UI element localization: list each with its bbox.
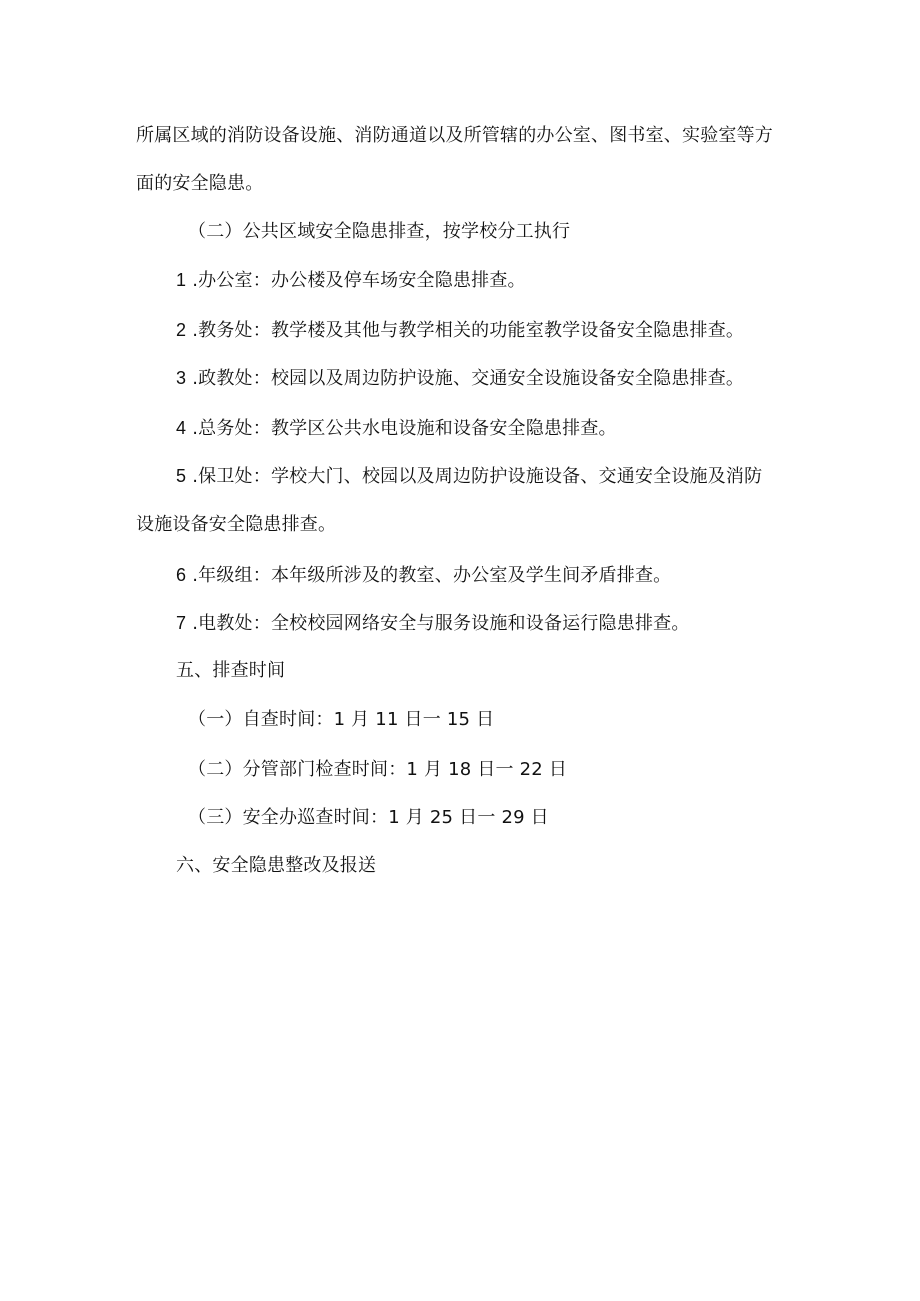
schedule-item: （三）安全办巡查时间：1 月 25 日一 29 日 (188, 807, 549, 828)
list-item-number: 5 (176, 466, 187, 486)
list-item-text: .电教处：全校校园网络安全与服务设施和设备运行隐患排查。 (192, 613, 690, 634)
list-item (176, 416, 617, 441)
schedule-item: （一）自查时间：1 月 11 日一 15 日 (188, 709, 495, 730)
list-item-text: .保卫处：学校大门、校园以及周边防护设施设备、交通安全设施及消防 (192, 466, 763, 487)
paragraph-line: 面的安全隐患。 (136, 173, 264, 194)
paragraph-line: 所属区域的消防设备设施、消防通道以及所管辖的办公室、图书室、实验室等方 (136, 125, 773, 146)
schedule-item: （二）分管部门检查时间：1 月 18 日一 22 日 (188, 759, 568, 780)
list-item (176, 563, 671, 588)
list-item (176, 611, 690, 636)
list-item-number: 3 (176, 368, 187, 388)
section-heading-2: （二）公共区域安全隐患排查，按学校分工执行 (188, 221, 571, 242)
list-item-text: .总务处：教学区公共水电设施和设备安全隐患排查。 (192, 418, 617, 439)
list-item-text: .年级组：本年级所涉及的教室、办公室及学生间矛盾排查。 (192, 565, 672, 586)
list-item-text: .办公室：办公楼及停车场安全隐患排查。 (192, 270, 526, 291)
list-item-number: 1 (176, 270, 187, 290)
list-item-number: 4 (176, 418, 187, 438)
section-heading-6: 六、安全隐患整改及报送 (176, 855, 377, 876)
list-item (176, 464, 762, 489)
section-heading-5: 五、排查时间 (176, 660, 286, 681)
list-item (176, 268, 526, 293)
list-item (176, 318, 744, 343)
list-item-continuation: 设施设备安全隐患排查。 (136, 514, 337, 535)
list-item (176, 366, 744, 391)
list-item-number: 2 (176, 320, 187, 340)
list-item-text: .政教处：校园以及周边防护设施、交通安全设施设备安全隐患排查。 (192, 368, 745, 389)
list-item-number: 7 (176, 613, 187, 633)
list-item-text: .教务处：教学楼及其他与教学相关的功能室教学设备安全隐患排查。 (192, 320, 745, 341)
list-item-number: 6 (176, 565, 187, 585)
